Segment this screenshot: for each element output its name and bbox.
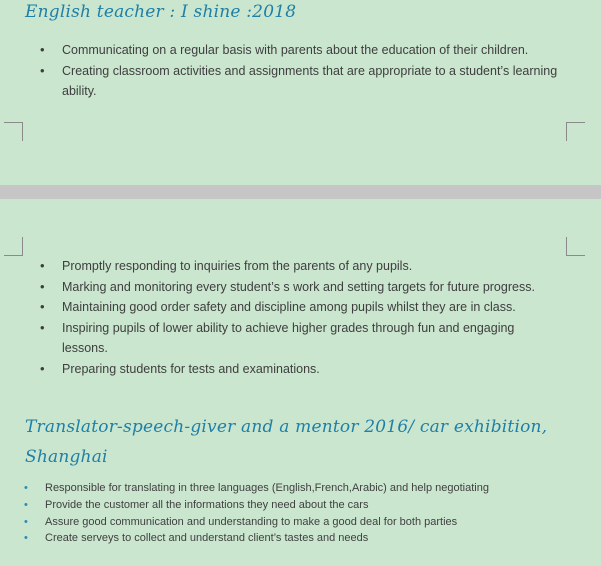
list-item (0, 256, 560, 277)
list-item (0, 359, 560, 380)
list-item (0, 318, 560, 359)
bullet-icon: • (40, 62, 45, 78)
bullet-icon: • (40, 360, 45, 376)
list-item-text: Communicating on a regular basis with parents about the education of their children. (62, 43, 529, 57)
list-item-text: Promptly responding to inquiries from the parents of any pupils. (62, 259, 413, 273)
list-item (0, 497, 590, 514)
list-item-text: Marking and monitoring every student’s s work and setting targets for future progress. (62, 279, 535, 294)
bullet-icon: • (40, 42, 45, 57)
bullet-icon: • (40, 258, 45, 273)
translator-duties-list (0, 480, 590, 547)
page-separator (0, 185, 601, 199)
list-item (0, 61, 560, 102)
list-item (0, 297, 560, 318)
bullet-icon: • (24, 482, 28, 494)
page-corner-mark (566, 122, 585, 141)
list-item-text: Responsible for translating in three languages (English,French,Arabic) and help negotiating (45, 482, 489, 494)
bullet-icon: • (24, 498, 28, 511)
job-heading-english-teacher: English teacher : I shine :2018 (25, 2, 297, 22)
list-item-text: Provide the customer all the informations they need about the cars (45, 498, 369, 511)
list-item-text: Preparing students for tests and examinations. (62, 361, 320, 376)
bullet-icon: • (24, 532, 28, 545)
bullet-icon: • (40, 319, 45, 335)
page-corner-mark (4, 237, 23, 256)
job-duties-list (0, 40, 560, 102)
list-item (0, 277, 560, 298)
job-heading-translator: Translator-speech-giver and a mentor 2016/ car exhibition, Shanghai (25, 417, 548, 467)
job-duties-list-continued (0, 256, 560, 379)
bullet-icon: • (24, 515, 28, 528)
list-item-text: Inspiring pupils of lower ability to achieve higher grades through fun and engaging lessons. (62, 320, 515, 355)
list-item (0, 40, 560, 61)
list-item (0, 514, 590, 531)
list-item-text: Creating classroom activities and assignments that are appropriate to a student’s learning ability. (62, 63, 558, 98)
page-corner-mark (4, 122, 23, 141)
page-corner-mark (566, 237, 585, 256)
list-item (0, 480, 590, 497)
list-item-text: Assure good communication and understanding to make a good deal for both parties (45, 515, 458, 528)
list-item (0, 530, 590, 547)
list-item-text: Create serveys to collect and understand client’s tastes and needs (45, 532, 369, 545)
list-item-text: Maintaining good order safety and discipline among pupils whilst they are in class. (62, 300, 516, 314)
bullet-icon: • (40, 278, 45, 294)
bullet-icon: • (40, 299, 45, 314)
